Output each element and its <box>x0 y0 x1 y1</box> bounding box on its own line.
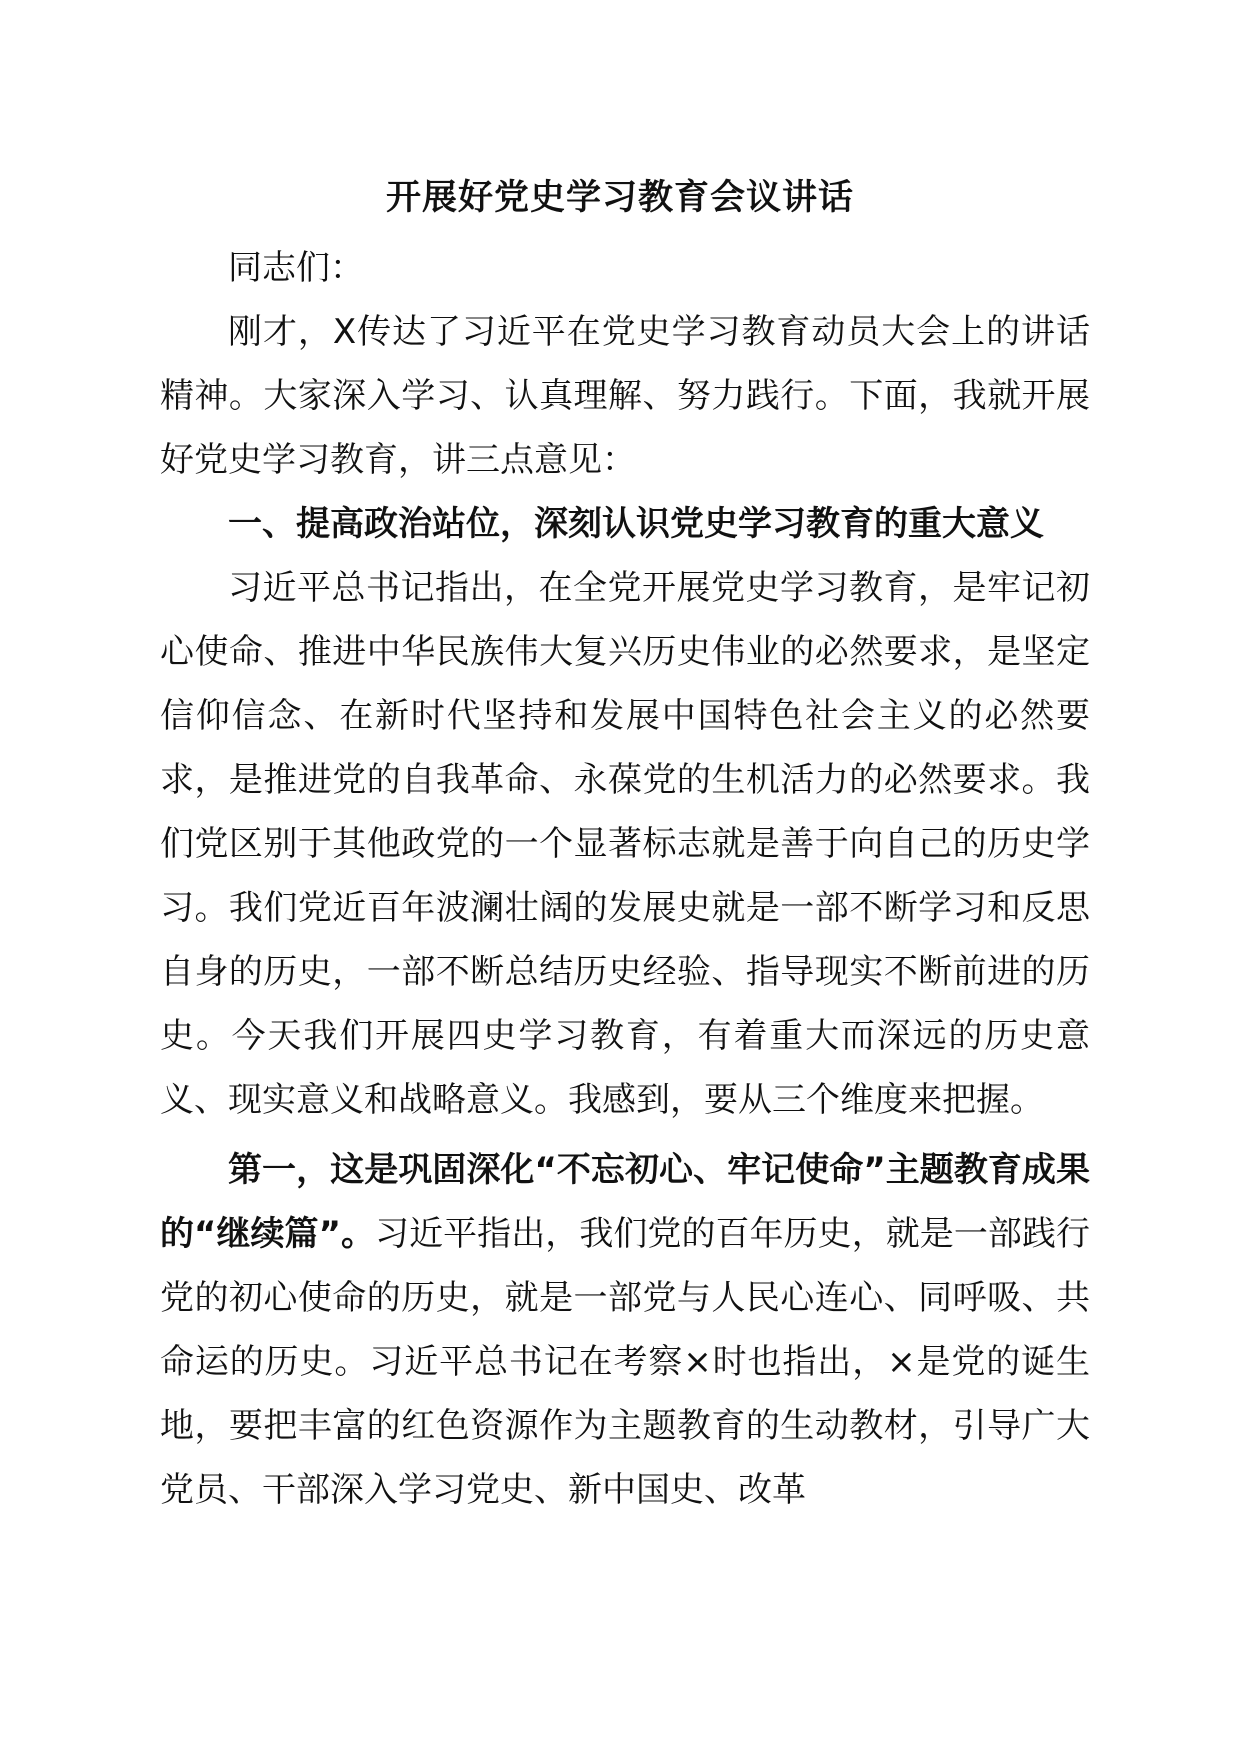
point-paragraph <box>160 1138 1090 1522</box>
document-title: 开展好党史学习教育会议讲话 <box>385 178 854 218</box>
intro-paragraph: 刚才，X传达了习近平在党史学习教育动员大会上的讲话精神。大家深入学习、认真理解、努力践行。下面，我就开展好党史学习教育，讲三点意见： <box>160 312 1090 480</box>
point-lead: 第一，这是巩固深化“不忘初心、牢记使命”主题教育成果的“继续篇”。 <box>160 1150 1090 1254</box>
section-paragraph: 习近平总书记指出，在全党开展党史学习教育，是牢记初心使命、推进中华民族伟大复兴历史伟业的必然要求，是坚定信仰信念、在新时代坚持和发展中国特色社会主义的必然要求，是推进党的自我革命、永葆党的生机活力的必然要求。我们党区别于其他政党的一个显著标志就是善于向自己的历史学习。我们党近百年波澜壮阔的发展史就是一部不断学习和反思自身的历史，一部不断总结历史经验、指导现实不断前进的历史。今天我们开展四史学习教育，有着重大而深远的历史意义、现实意义和战略意义。我感到，要从三个维度来把握。 <box>160 568 1090 1120</box>
salutation: 同志们： <box>228 248 364 288</box>
point-text: 习近平指出，我们党的百年历史，就是一部践行党的初心使命的历史，就是一部党与人民心连心、同呼吸、共命运的历史。习近平总书记在考察×时也指出，×是党的诞生地，要把丰富的红色资源作为主题教育的生动教材，引导广大党员、干部深入学习党史、新中国史、改革 <box>160 1214 1090 1510</box>
section-heading: 一、提高政治站位，深刻认识党史学习教育的重大意义 <box>228 504 1044 544</box>
document-body <box>160 236 1090 1522</box>
